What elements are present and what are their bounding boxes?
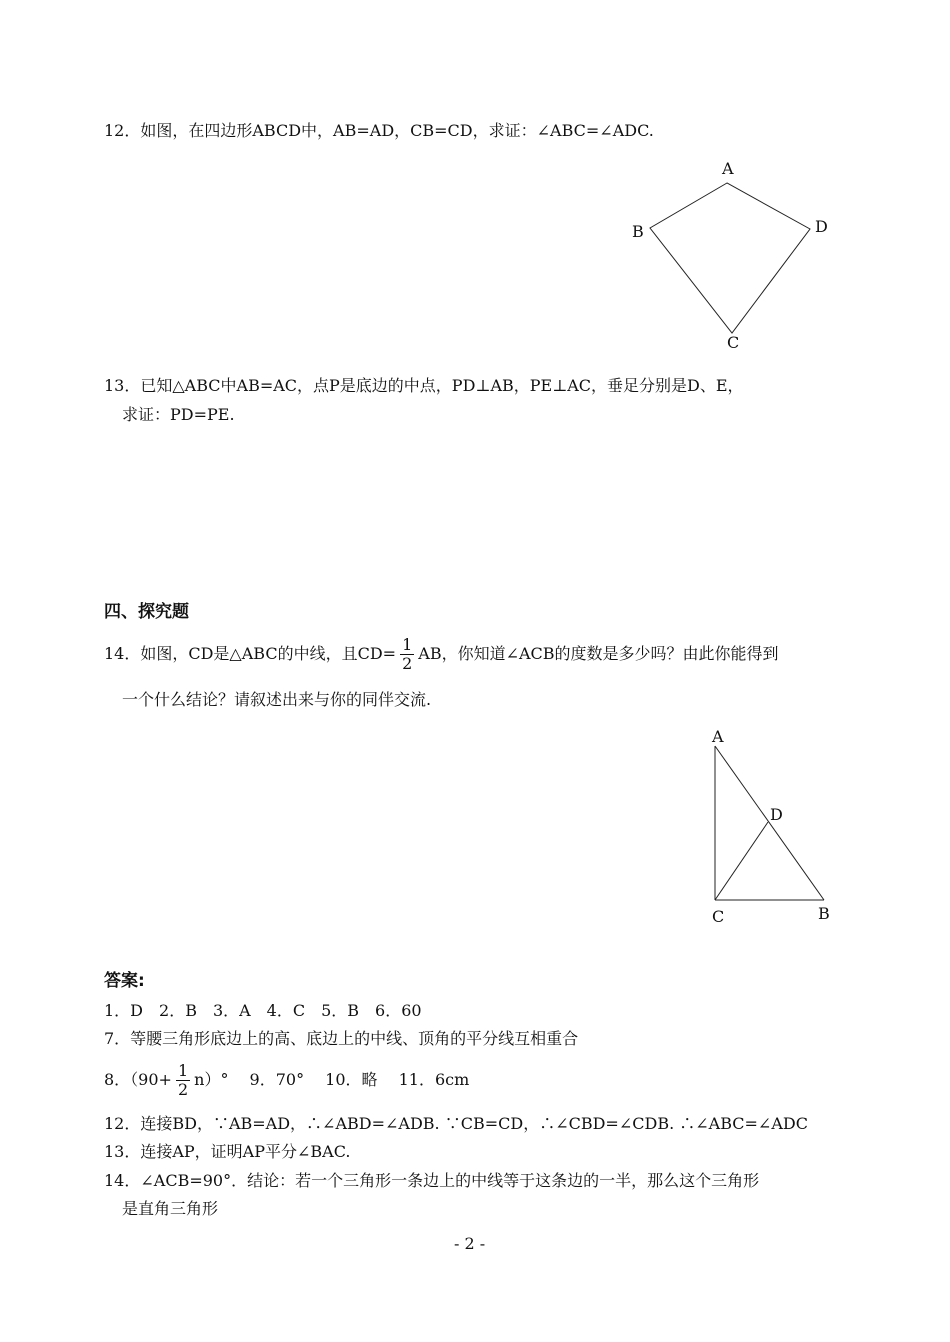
fraction-one-half bbox=[400, 636, 414, 673]
answer-8-after: n）° 9．70° 10．略 11．6cm bbox=[194, 1070, 470, 1089]
answer-14-line1: 14．∠ACB=90°．结论：若一个三角形一条边上的中线等于这条边的一半，那么这个三角形 bbox=[104, 1171, 760, 1190]
quadrilateral-abcd-figure bbox=[620, 150, 840, 355]
question-13-line1: 13．已知△ABC中AB=AC，点P是底边的中点，PD⊥AB，PE⊥AC，垂足分别是D、E， bbox=[104, 376, 744, 395]
answer-8-before: 8．（90+ bbox=[104, 1070, 172, 1089]
answer-7: 7．等腰三角形底边上的高、底边上的中线、顶角的平分线互相重合 bbox=[104, 1029, 579, 1048]
answer-13: 13．连接AP，证明AP平分∠BAC. bbox=[104, 1142, 351, 1161]
question-14-line2: 一个什么结论？请叙述出来与你的同伴交流. bbox=[122, 690, 432, 709]
label-b: B bbox=[818, 904, 830, 923]
fraction-denominator: 2 bbox=[177, 1080, 189, 1099]
label-c: C bbox=[712, 907, 725, 926]
fraction-numerator: 1 bbox=[177, 1061, 189, 1080]
label-a: A bbox=[722, 159, 734, 178]
fraction-denominator: 2 bbox=[402, 654, 413, 673]
answer-8-11 bbox=[104, 1057, 469, 1103]
question-14-text-before: 14．如图，CD是△ABC的中线，且CD= bbox=[104, 644, 397, 663]
label-c: C bbox=[727, 333, 740, 352]
answer-1-6: 1．D 2．B 3．A 4．C 5．B 6．60 bbox=[104, 1001, 422, 1020]
question-12-text: 12．如图，在四边形ABCD中，AB=AD，CB=CD，求证：∠ABC=∠ADC. bbox=[104, 121, 654, 140]
section-title: 四、探究题 bbox=[104, 602, 189, 622]
answer-14-line2: 是直角三角形 bbox=[122, 1199, 219, 1218]
fraction-one-half bbox=[176, 1062, 190, 1099]
fraction-numerator: 1 bbox=[402, 635, 413, 654]
label-d: D bbox=[770, 805, 783, 824]
label-b: B bbox=[632, 222, 644, 241]
page-number: - 2 - bbox=[454, 1234, 486, 1253]
question-13-line2: 求证：PD=PE. bbox=[122, 405, 235, 424]
label-a: A bbox=[712, 727, 724, 746]
answer-12: 12．连接BD，∵AB=AD，∴∠ABD=∠ADB. ∵CB=CD，∴∠CBD=∠CDB. ∴∠ABC=∠ADC bbox=[104, 1114, 808, 1133]
label-d: D bbox=[815, 217, 828, 236]
answers-title: 答案: bbox=[104, 971, 145, 991]
question-14-line1 bbox=[104, 631, 779, 677]
right-triangle-abc-figure bbox=[700, 722, 850, 932]
question-14-text-after: AB，你知道∠ACB的度数是多少吗？由此你能得到 bbox=[418, 644, 779, 663]
